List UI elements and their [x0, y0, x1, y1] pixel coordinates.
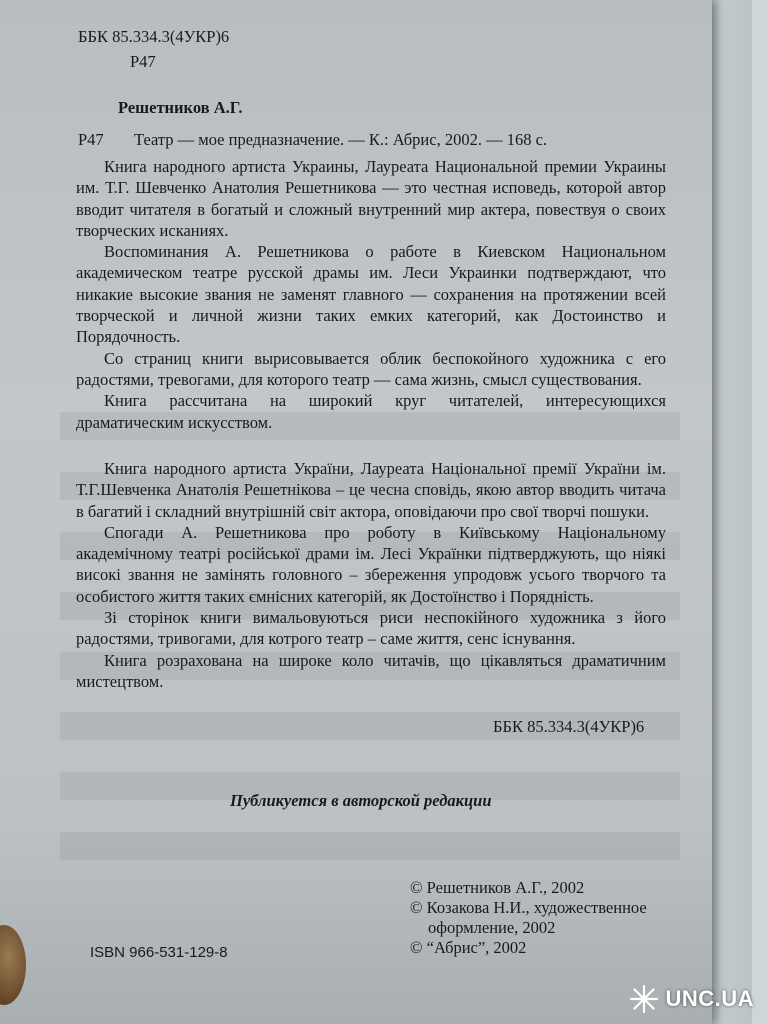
- copyright-line: © Решетников А.Г., 2002: [410, 878, 585, 897]
- editorial-note: Публикуется в авторской редакции: [230, 791, 492, 810]
- author-mark-citation: Р47: [78, 130, 104, 149]
- watermark-text: UNC.UA: [665, 986, 754, 1011]
- author-name: Решетников А.Г.: [118, 98, 243, 117]
- annotation-ua-paragraph: Спогади А. Решетникова про роботу в Київському Національному академічному театрі російської драми ім. Лесі Українки підтверджують, що ніякі високі звання не замінять головного – збереження упродовж усього творчого та особистого життя таких ємнісних категорій, як Достоїнство і Порядність.: [76, 522, 666, 606]
- snowflake-icon: [629, 984, 659, 1014]
- adjacent-page-edge: [752, 0, 768, 1024]
- annotation-ua-paragraph: Книга розрахована на широке коло читачів, що цікавляться драматичним мистецтвом.: [76, 650, 666, 691]
- bbk-index-bottom: ББК 85.334.3(4УКР)6: [493, 717, 645, 736]
- copyright-line: © Козакова Н.И., художественное: [410, 898, 647, 917]
- copyright-line: оформление, 2002: [428, 918, 556, 937]
- annotation-russian: [76, 156, 666, 433]
- annotation-ukrainian: [76, 458, 666, 692]
- annotation-ua-paragraph: Книга народного артиста України, Лауреата Національної премії України ім. Т.Г.Шевченка Анатолія Решетнiкова – це чесна сповідь, якою автор вводить читача в багатий і складний внутрішній світ актора, оповідаючи про свої творчі пошуки.: [76, 459, 666, 521]
- bbk-index-top: ББК 85.334.3(4УКР)6: [78, 27, 230, 46]
- copyright-line: © “Абрис”, 2002: [410, 938, 527, 957]
- isbn: ISBN 966-531-129-8: [90, 944, 228, 961]
- site-watermark: [629, 984, 754, 1014]
- annotation-ru-paragraph: Книга народного артиста Украины, Лауреата Национальной премии Украины им. Т.Г. Шевченко Анатолия Решетникова — это честная исповедь, которой автор вводит читателя в богатый и сложный внутренний мир актера, повествуя о своих творческих исканиях.: [76, 157, 666, 240]
- bibliographic-citation: Театр — мое предназначение. — К.: Абрис, 2002. — 168 с.: [134, 130, 548, 149]
- annotation-ru-paragraph: Воспоминания А. Решетникова о работе в Киевском Национальном академическом театре русской драмы им. Леси Украинки подтверждают, что никакие высокие звания не заменят главного — сохранения на протяжении всей творческой и личной жизни таких емких категорий, как Достоинство и Порядочность.: [76, 242, 666, 347]
- author-mark-top: Р47: [130, 52, 156, 71]
- annotation-ru-paragraph: Книга рассчитана на широкий круг читателей, интересующихся драматическим искусством.: [76, 391, 666, 432]
- annotation-ru-paragraph: Со страниц книги вырисовывается облик беспокойного художника с его радостями, тревогами, для которого театр — сама жизнь, смысл существования.: [76, 348, 666, 389]
- annotation-ua-paragraph: Зі сторінок книги вимальовуються риси неспокійного художника з його радостями, тривогами, для котрого театр – саме життя, сенс існування.: [76, 608, 666, 649]
